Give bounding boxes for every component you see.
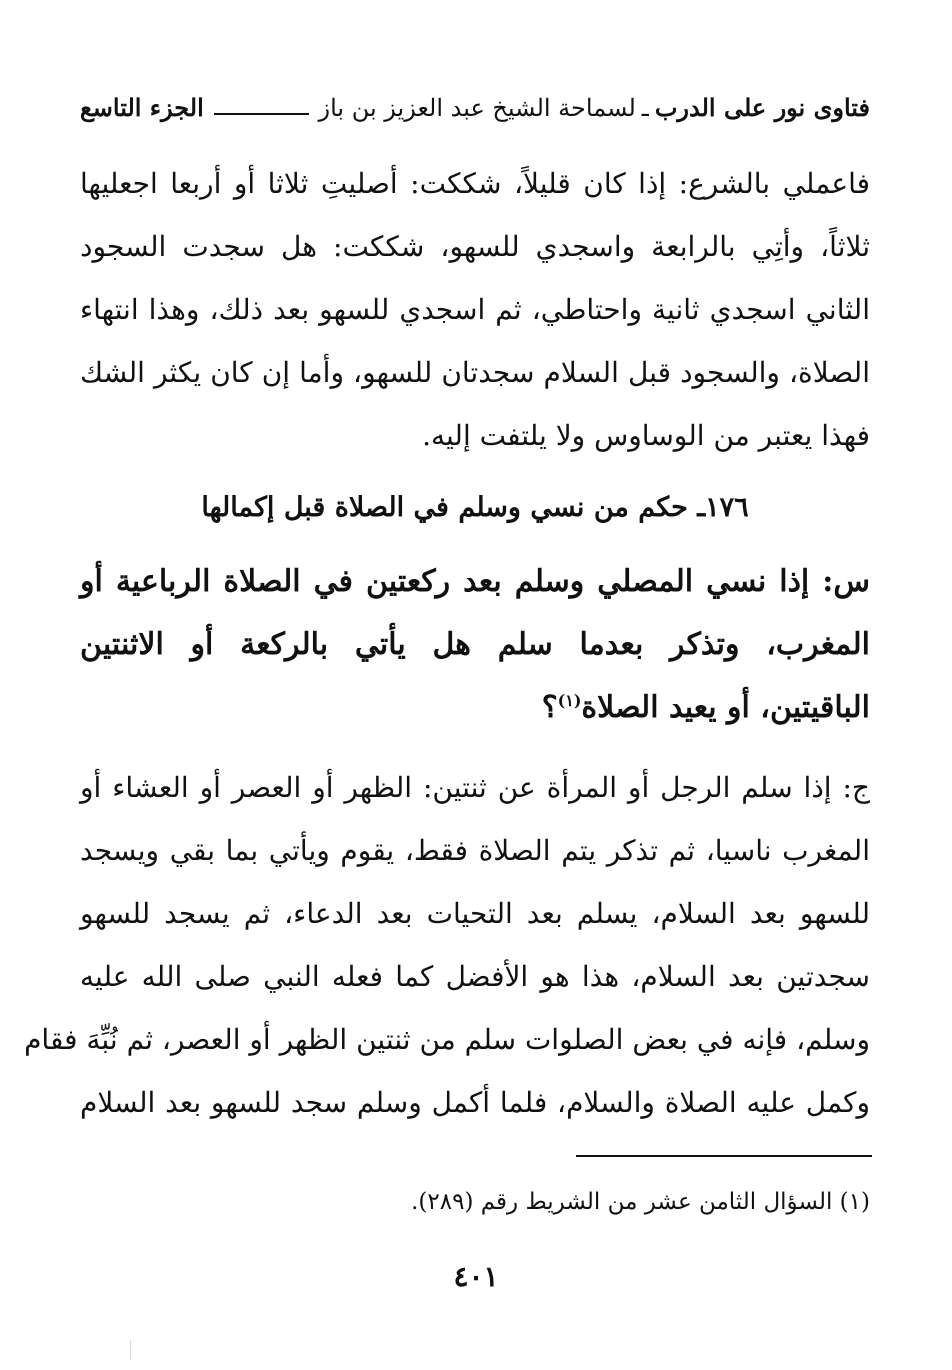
- text-line: وكمل عليه الصلاة والسلام، فلما أكمل وسلم سجد للسهو بعد السلام: [80, 1086, 870, 1119]
- page-number: ٤٠١: [453, 1260, 499, 1293]
- text-segment: الباقيتين، أو يعيد الصلاة: [581, 690, 870, 725]
- text-line: ثلاثاً، وأتِي بالرابعة واسجدي للسهو، شككت: هل سجدت السجود: [80, 230, 870, 263]
- running-header: [80, 88, 870, 128]
- text-line: الثاني اسجدي ثانية واحتاطي، ثم اسجدي للسهو بعد ذلك، وهذا انتهاء: [80, 293, 870, 326]
- footnote-reference[interactable]: (١): [557, 691, 582, 710]
- author-name: لسماحة الشيخ عبد العزيز بن باز: [318, 94, 636, 122]
- text-line: فهذا يعتبر من الوساوس ولا يلتفت إليه.: [422, 419, 870, 452]
- text-line: س: إذا نسي المصلي وسلم بعد ركعتين في الصلاة الرباعية أو: [80, 564, 870, 599]
- text-line: سجدتين بعد السلام، هذا هو الأفضل كما فعله النبي صلى الله عليه: [80, 960, 870, 993]
- answer-paragraph: [24, 756, 871, 1134]
- text-line: الصلاة، والسجود قبل السلام سجدتان للسهو، وأما إن كان يكثر الشك: [80, 356, 870, 389]
- intro-paragraph: [80, 152, 870, 467]
- text-line: ج: إذا سلم الرجل أو المرأة عن ثنتين: الظهر أو العصر أو العشاء أو: [80, 771, 870, 804]
- book-title: فتاوى نور على الدرب: [654, 93, 870, 122]
- header-separator: ـ: [641, 94, 649, 122]
- question-mark: ؟: [541, 690, 558, 725]
- text-line: وسلم، فإنه في بعض الصلوات سلم من ثنتين الظهر أو العصر، ثم نُبِّهَ فقام: [24, 1023, 870, 1056]
- header-rule: [214, 113, 309, 115]
- margin-mark: [130, 1340, 139, 1360]
- text-line: للسهو بعد السلام، يسلم بعد التحيات بعد الدعاء، ثم يسجد للسهو: [80, 897, 871, 930]
- volume-label: الجزء التاسع: [80, 93, 204, 122]
- footnote-divider: [576, 1155, 872, 1157]
- text-line: فاعملي بالشرع: إذا كان قليلاً، شككت: أصليتِ ثلاثا أو أربعا اجعليها: [80, 167, 870, 200]
- text-line: المغرب ناسيا، ثم تذكر يتم الصلاة فقط، يقوم ويأتي بما بقي ويسجد: [80, 834, 870, 867]
- question-paragraph: [80, 550, 870, 739]
- footnote: (١) السؤال الثامن عشر من الشريط رقم (٢٨٩).: [411, 1189, 870, 1215]
- question-last-line: [80, 676, 870, 739]
- text-line: المغرب، وتذكر بعدما سلم هل يأتي بالركعة أو الاثنتين: [80, 627, 870, 662]
- section-title: ١٧٦ـ حكم من نسي وسلم في الصلاة قبل إكمالها: [201, 492, 749, 523]
